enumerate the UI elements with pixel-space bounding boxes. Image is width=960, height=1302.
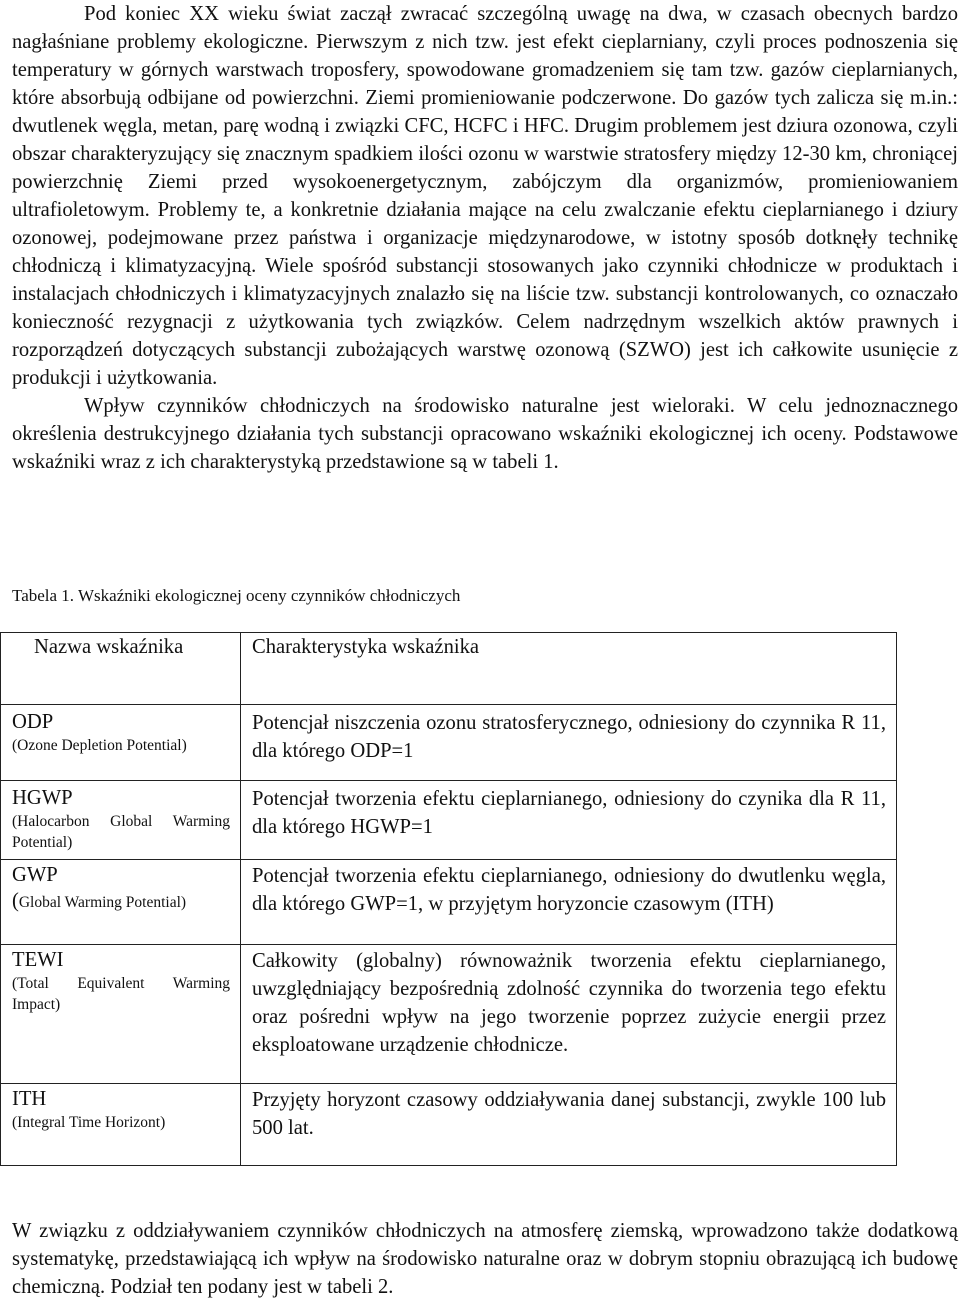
indicator-name-cell bbox=[1, 705, 241, 781]
indicators-table bbox=[0, 632, 897, 1166]
closing-paragraph: W związku z oddziaływaniem czynników chłodniczych na atmosferę ziemską, wprowadzono także dodatkową systematykę, przedstawiającą ich wpływ na środowisko naturalne oraz w dobrym stopniu obrazującą ich budowę chemiczną. Podział ten podany jest w tabeli 2. bbox=[12, 1220, 958, 1298]
indicator-name-cell bbox=[1, 781, 241, 860]
indicator-description: Potencjał niszczenia ozonu stratosferycznego, odniesiony do czynnika R 11, dla którego ODP=1 bbox=[252, 712, 886, 762]
indicator-description-cell bbox=[241, 781, 897, 860]
indicator-full-name: (Total Equivalent Warming Impact) bbox=[12, 975, 230, 1013]
indicator-name-cell bbox=[1, 945, 241, 1084]
indicator-full-name: (Ozone Depletion Potential) bbox=[12, 737, 187, 754]
table-row bbox=[1, 945, 897, 1084]
indicator-description: Przyjęty horyzont czasowy oddziaływania danej substancji, zwykle 100 lub 500 lat. bbox=[252, 1089, 886, 1139]
intro-paragraph-2: Wpływ czynników chłodniczych na środowisko naturalne jest wieloraki. W celu jednoznacznego określenia destrukcyjnego działania tych substancji opracowano wskaźniki ekologicznej ich oceny. Podstawowe wskaźniki wraz z ich charakterystyką przedstawione są w tabeli 1. bbox=[12, 395, 958, 473]
indicator-full-name: (Halocarbon Global Warming Potential) bbox=[12, 813, 230, 851]
indicator-description: Potencjał tworzenia efektu cieplarnianego, odniesiony do dwutlenku węgla, dla którego GWP=1, w przyjętym horyzoncie czasowym (ITH) bbox=[252, 865, 886, 915]
indicator-full-name bbox=[12, 888, 230, 916]
table-row bbox=[1, 860, 897, 945]
indicator-abbreviation: ITH bbox=[12, 1088, 47, 1110]
table-header-row bbox=[1, 633, 897, 705]
table-caption: Tabela 1. Wskaźniki ekologicznej oceny czynników chłodniczych bbox=[12, 586, 461, 605]
indicator-abbreviation: ODP bbox=[12, 711, 54, 733]
indicator-description-cell bbox=[241, 705, 897, 781]
closing-section bbox=[12, 1217, 958, 1301]
header-name-cell: Nazwa wskaźnika bbox=[1, 633, 241, 705]
indicator-abbreviation: GWP bbox=[12, 864, 58, 886]
indicator-name-cell bbox=[1, 1084, 241, 1166]
document-page bbox=[12, 0, 958, 476]
indicator-abbreviation: HGWP bbox=[12, 787, 73, 809]
indicator-name-cell bbox=[1, 860, 241, 945]
indicator-description: Całkowity (globalny) równoważnik tworzenia efektu cieplarnianego, uwzględniający bezpośrednią zdolność czynnika do tworzenia tego efektu oraz pośredni wpływ na jego tworzenie poprzez zużycie energii przez eksploatowane urządzenie chłodnicze. bbox=[252, 950, 886, 1056]
indicator-full-name: (Integral Time Horizont) bbox=[12, 1114, 166, 1131]
table-row bbox=[1, 1084, 897, 1166]
indicator-description-cell bbox=[241, 945, 897, 1084]
indicator-description: Potencjał tworzenia efektu cieplarnianego, odniesiony do czynika dla R 11, dla którego HGWP=1 bbox=[252, 788, 886, 838]
indicator-description-cell bbox=[241, 1084, 897, 1166]
table-row bbox=[1, 781, 897, 860]
intro-paragraph-1: Pod koniec XX wieku świat zaczął zwracać szczególną uwagę na dwa, w czasach obecnych bardzo nagłaśniane problemy ekologiczne. Pierwszym z nich tzw. jest efekt cieplarniany, czyli proces podnoszenia się temperatury w górnych warstwach troposfery, spowodowane gromadzeniem się tam tzw. gazów cieplarnianych, które absorbują odbijane od powierzchni. Ziemi promieniowanie podczerwone. Do gazów tych zalicza się m.in.: dwutlenek węgla, metan, parę wodną i związki CFC, HCFC i HFC. Drugim problemem jest dziura ozonowa, czyli obszar charakteryzujący się znacznym spadkiem ilości ozonu w warstwie stratosfery między 12-30 km, chroniącej powierzchnię Ziemi przed wysokoenergetycznym, zabójczym dla organizmów, promieniowaniem ultrafioletowym. Problemy te, a konkretnie działania mające na celu zwalczanie efektu cieplarnianego i dziury ozonowej, podejmowane przez państwa i organizacje międzynarodowe, w istotny sposób dotknęły technikę chłodniczą i klimatyzacyjną. Wiele spośród substancji stosowanych jako czynniki chłodnicze w produktach i instalacjach chłodniczych i klimatyzacyjnych znalazło się na liście tzw. substancji kontrolowanych, co oznaczało konieczność rezygnacji z użytkowania tych związków. Celem nadrzędnym wszelkich aktów prawnych i rozporządzeń dotyczących substancji zubożających warstwę ozonową (SZWO) jest ich całkowite usunięcie z produkcji i użytkowania. bbox=[12, 3, 958, 389]
indicator-description-cell bbox=[241, 860, 897, 945]
indicator-abbreviation: TEWI bbox=[12, 949, 64, 971]
header-description-cell: Charakterystyka wskaźnika bbox=[241, 633, 897, 705]
indicator-full-name-text: Global Warming Potential) bbox=[18, 894, 187, 911]
table-row bbox=[1, 705, 897, 781]
indicator-full-name-paren: ( bbox=[12, 890, 19, 912]
